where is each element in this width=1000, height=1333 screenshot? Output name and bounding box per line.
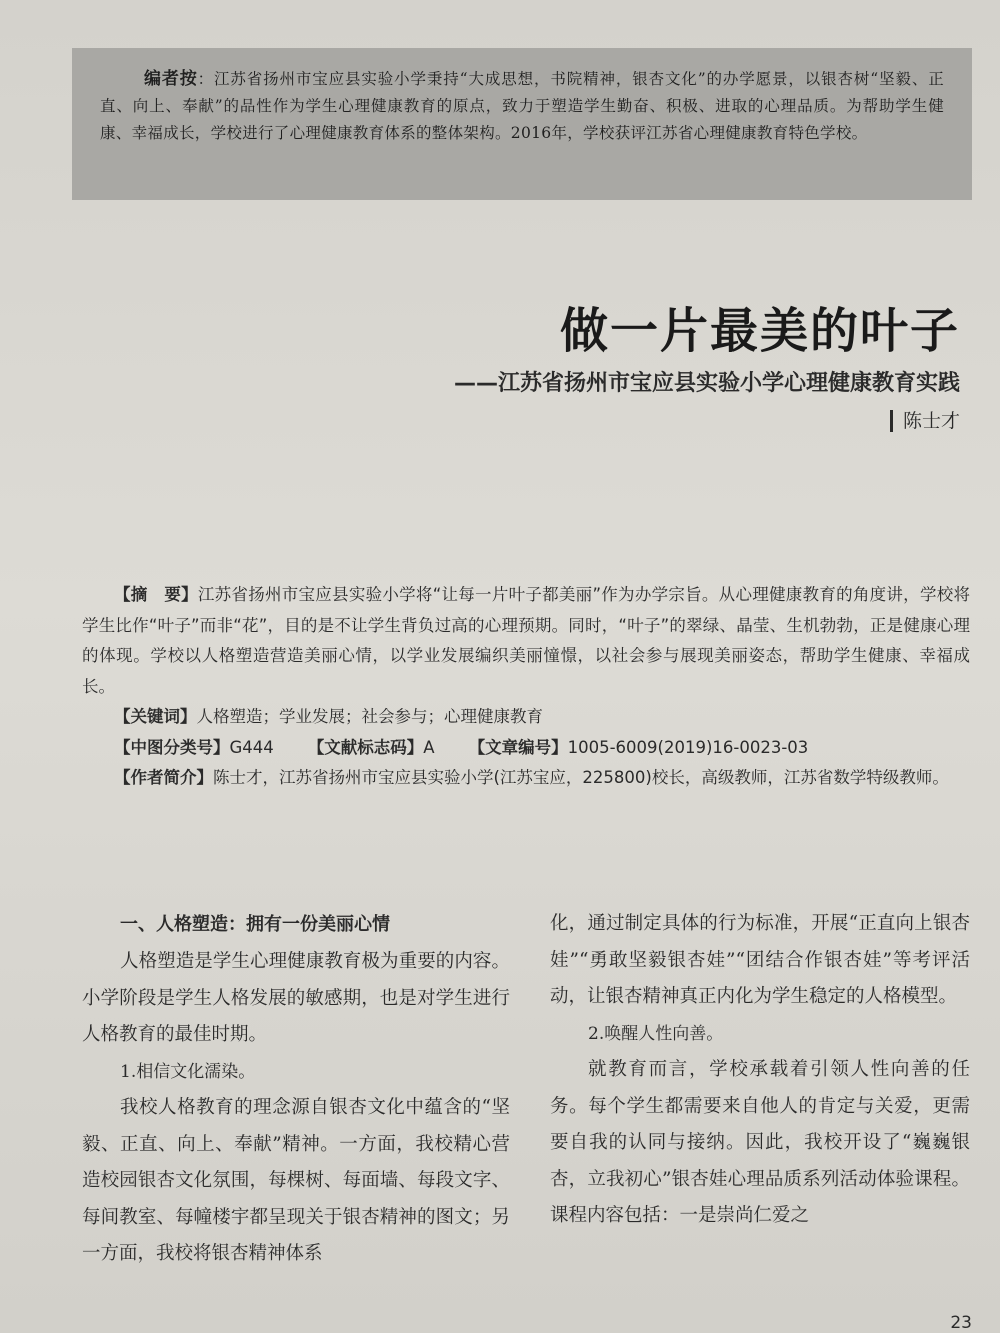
article-meta [82,580,970,794]
article-author: 陈士才 [890,410,960,432]
keywords-text: 人格塑造；学业发展；社会参与；心理健康教育 [196,707,543,726]
keywords-label: 【关键词】 [114,707,197,726]
section-heading-1: 一、人格塑造：拥有一份美丽心情 [120,914,390,935]
article-no-value: 1005-6009(2019)16-0023-03 [567,737,809,757]
article-title: 做一片最美的叶子 [559,303,960,359]
author-bio-label: 【作者简介】 [114,768,213,787]
article-no-label: 【文章编号】 [468,737,568,757]
article-subtitle: ——江苏省扬州市宝应县实验小学心理健康教育实践 [453,371,960,396]
clc-label: 【中图分类号】 [114,737,230,757]
editor-note-lead: 编者按 [144,69,198,89]
editor-note-box [72,48,972,200]
doc-code-label: 【文献标志码】 [307,737,424,757]
editor-note-text [100,66,944,147]
author-bio-text: 陈士才，江苏省扬州市宝应县实验小学(江苏宝应，225800)校长，高级教师，江苏省数学特级教师。 [213,768,949,787]
abstract [82,580,970,702]
subheading-2: 2.唤醒人性向善。 [588,1023,724,1044]
paragraph: 化，通过制定具体的行为标准，开展“正直向上银杏娃”“勇敢坚毅银杏娃”“团结合作银杏娃”等考评活动，让银杏精神真正内化为学生稳定的人格模型。 [550,913,970,1007]
editor-note-body: ：江苏省扬州市宝应县实验小学秉持“大成思想，书院精神，银杏文化”的办学愿景，以银杏树“坚毅、正直、向上、奉献”的品性作为学生心理健康教育的原点，致力于塑造学生勤奋、积极、进取的心理品质。为帮助学生健康、幸福成长，学校进行了心理健康教育体系的整体架构。2016年，学校获评江苏省心理健康教育特色学校。 [100,70,945,142]
clc-code [114,738,274,757]
paragraph: 我校人格教育的理念源自银杏文化中蕴含的“坚毅、正直、向上、奉献”精神。一方面，我校精心营造校园银杏文化氛围，每棵树、每面墙、每段文字、每间教室、每幢楼宇都呈现关于银杏精神的图文；另一方面，我校将银杏精神体系 [82,1097,510,1264]
classification-row [82,733,970,764]
paragraph: 就教育而言，学校承载着引领人性向善的任务。每个学生都需要来自他人的肯定与关爱，更需要自我的认同与接纳。因此，我校开设了“巍巍银杏，立我初心”银杏娃心理品质系列活动体验课程。课程内容包括：一是崇尚仁爱之 [550,1059,970,1226]
page-number: 23 [950,1313,972,1333]
body-column-right [550,906,970,1235]
doc-code-value: A [423,737,435,757]
abstract-text: 江苏省扬州市宝应县实验小学将“让每一片叶子都美丽”作为办学宗旨。从心理健康教育的角度讲，学校将学生比作“叶子”而非“花”，目的是不让学生背负过高的心理预期。同时，“叶子”的翠绿、晶莹、生机勃勃，正是健康心理的体现。学校以人格塑造营造美丽心情，以学业发展编织美丽憧憬，以社会参与展现美丽姿态，帮助学生健康、幸福成长。 [82,585,971,696]
clc-value: G444 [229,737,274,757]
document-code [308,738,435,757]
body-column-left [82,906,510,1273]
author-bio [82,763,970,794]
article-number [469,738,809,757]
subheading-1: 1.相信文化濡染。 [120,1061,256,1082]
keywords [82,702,970,733]
abstract-label: 【摘 要】 [114,585,198,604]
paragraph: 人格塑造是学生心理健康教育极为重要的内容。小学阶段是学生人格发展的敏感期，也是对学生进行人格教育的最佳时期。 [82,951,510,1045]
